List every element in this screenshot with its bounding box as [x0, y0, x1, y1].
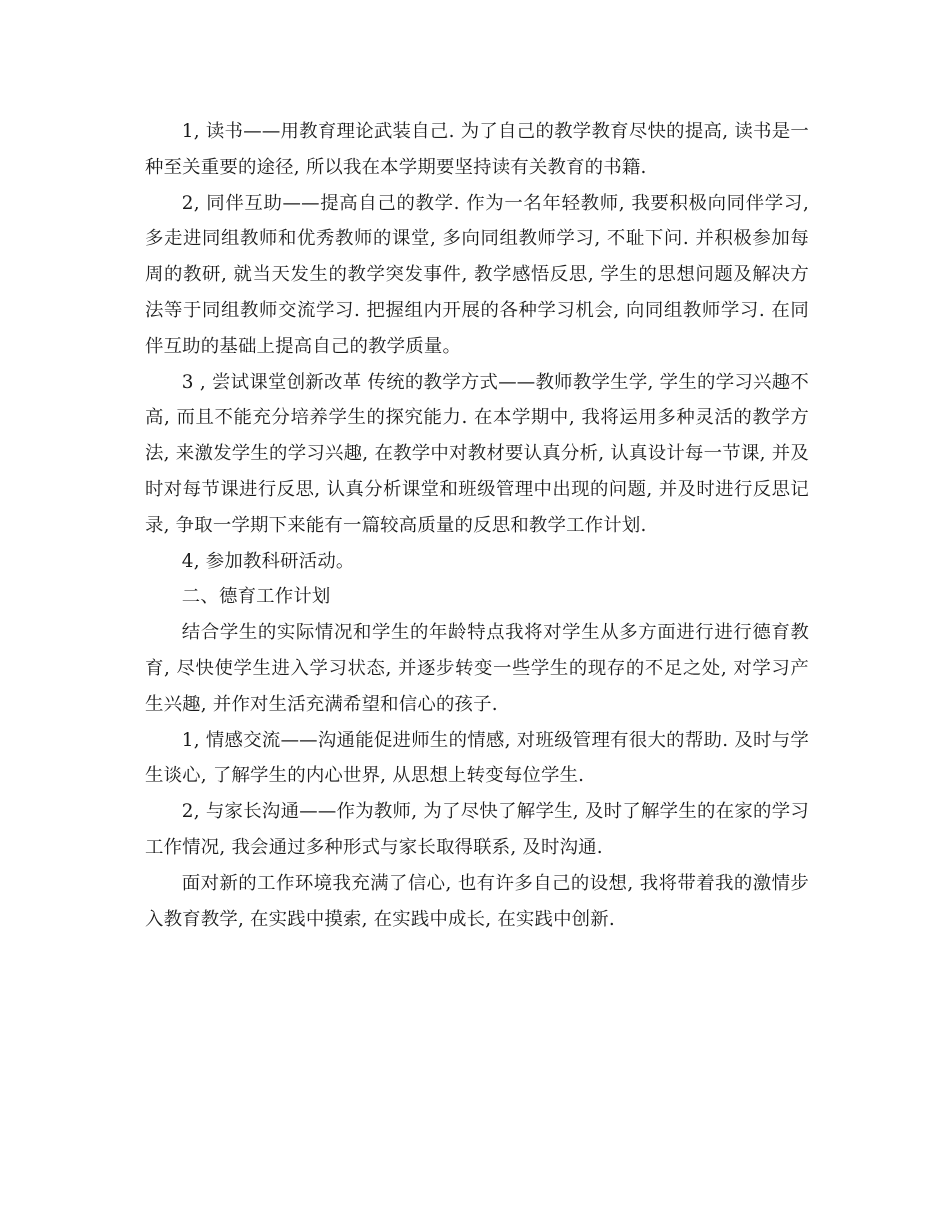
- paragraph-conclusion: 面对新的工作环境我充满了信心, 也有许多自己的设想, 我将带着我的激情步入教育教学, 在实践中摸索, 在实践中成长, 在实践中创新.: [145, 872, 809, 930]
- paragraph-reading: 1, 读书——用教育理论武装自己. 为了自己的教学教育尽快的提高, 读书是一种至关重要的途径, 所以我在本学期要坚持读有关教育的书籍.: [145, 121, 809, 178]
- paragraph-classroom-reform: 3 , 尝试课堂创新改革 传统的教学方式——教师教学生学, 学生的学习兴趣不高, 而且不能充分培养学生的探究能力. 在本学期中, 我将运用多种灵活的教学方法, 来激发学生的学习兴趣, 在教学中对教材要认真分析, 认真设计每一节课, 并及时对每节课进行反思, 认真分析课堂和班级管理中出现的问题, 并及时进行反思记录, 争取一学期下来能有一篇较高质量的反思和教学工作计划.: [145, 371, 809, 536]
- document-body: [145, 114, 809, 937]
- paragraph-research-activities: 4, 参加教科研活动。: [181, 550, 355, 572]
- paragraph-emotional-communication: 1, 情感交流——沟通能促进师生的情感, 对班级管理有很大的帮助. 及时与学生谈心, 了解学生的内心世界, 从思想上转变每位学生.: [145, 729, 809, 787]
- paragraph-parent-communication: 2, 与家长沟通——作为教师, 为了尽快了解学生, 及时了解学生的在家的学习工作情况, 我会通过多种形式与家长取得联系, 及时沟通.: [145, 801, 809, 858]
- paragraph-moral-education-intro: 结合学生的实际情况和学生的年龄特点我将对学生从多方面进行进行德育教育, 尽快使学生进入学习状态, 并逐步转变一些学生的现存的不足之处, 对学习产生兴趣, 并作对生活充满希望和信心的孩子.: [145, 622, 809, 715]
- paragraph-peer-support: 2, 同伴互助——提高自己的教学. 作为一名年轻教师, 我要积极向同伴学习, 多走进同组教师和优秀教师的课堂, 多向同组教师学习, 不耻下问. 并积极参加每周的教研, 就当天发生的教学突发事件, 教学感悟反思, 学生的思想问题及解决方法等于同组教师交流学习. 把握组内开展的各种学习机会, 向同组教师学习. 在同伴互助的基础上提高自己的教学质量。: [145, 192, 809, 357]
- section-heading-moral-education: 二、德育工作计划: [181, 586, 331, 608]
